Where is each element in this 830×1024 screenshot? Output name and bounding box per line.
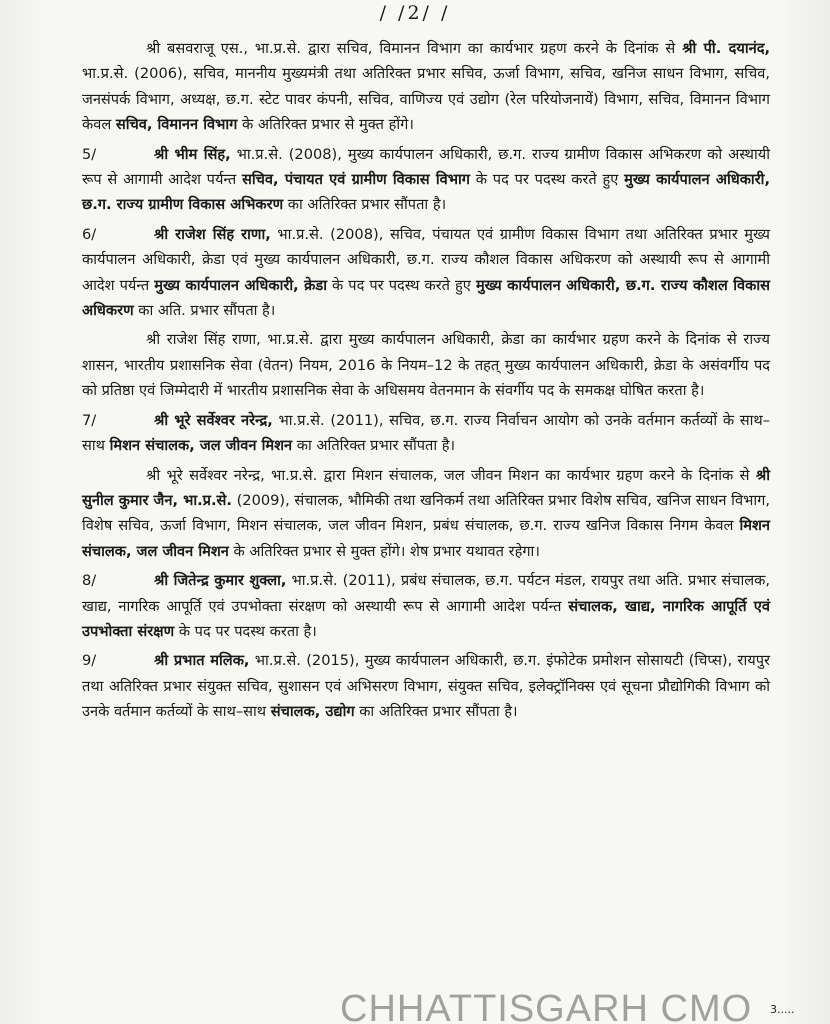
- paragraph-5-bhim-singh: [82, 142, 770, 218]
- text-segment: का अतिरिक्त प्रभार सौंपता है।: [292, 437, 456, 455]
- paragraph-9-prabhat-malik: [82, 648, 770, 724]
- text-segment: भा.प्र.से. (2006), सचिव, माननीय मुख्यमंत्री तथा अतिरिक्त प्रभार सचिव, ऊर्जा विभाग, सचिव, खनिज साधन विभाग, सचिव, जनसंपर्क विभाग, अध्यक्ष, छ.ग. स्टेट पावर कंपनी, सचिव, वाणिज्य एवं उद्योग (रेल परियोजनायें) विभाग, सचिव, विमानन विभाग केवल: [82, 65, 770, 134]
- paragraph-number: 9/: [82, 652, 97, 670]
- text-segment: भा.प्र.से. (2015), मुख्य कार्यपालन अधिकारी, छ.ग. इंफोटेक प्रमोशन सोसायटी (चिप्स), रायपुर तथा अतिरिक्त प्रभार संयुक्त सचिव, सुशासन एवं अभिसरण विभाग, संयुक्त सचिव, इलेक्ट्रॉनिक्स एवं सूचना प्रौद्योगिकी विभाग को उनके वर्तमान कर्तव्यों के साथ–साथ: [82, 652, 770, 721]
- paragraph-7-sunil-jain-relief: [82, 463, 770, 565]
- text-segment: भा.प्र.से. (2011), सचिव, छ.ग. राज्य निर्वाचन आयोग को उनके वर्तमान कर्तव्यों के साथ–साथ: [82, 411, 770, 455]
- paragraph-7-bhure-narendra: [82, 408, 770, 459]
- bold-text-segment: मिशन संचालक, जल जीवन मिशन: [109, 437, 293, 455]
- paragraph-dayanand-relief: [82, 36, 770, 138]
- paragraph-number: 6/: [82, 225, 97, 243]
- text-segment: के पद पर पदस्थ करते हुए: [470, 171, 625, 189]
- text-segment: भा.प्र.से. (2011), प्रबंध संचालक, छ.ग. पर्यटन मंडल, रायपुर तथा अति. प्रभार संचालक, खाद्य, नागरिक आपूर्ति एवं उपभोक्ता संरक्षण को अस्थायी रूप से आगामी आदेश पर्यन्त: [82, 572, 770, 615]
- next-page-marker: 3.....: [770, 1003, 795, 1016]
- text-segment: के पद पर पदस्थ करता है।: [174, 622, 317, 640]
- paragraph-6-rajesh-rana: [82, 222, 770, 324]
- page-number: / /2/ /: [379, 2, 451, 24]
- text-segment: का अति. प्रभार सौंपता है।: [133, 302, 276, 320]
- text-segment: के अतिरिक्त प्रभार से मुक्त होंगे।: [237, 116, 414, 134]
- text-segment: श्री भूरे सर्वेश्वर नरेन्द्र, भा.प्र.से. द्वारा मिशन संचालक, जल जीवन मिशन का कार्यभार ग्रहण करने के दिनांक से: [146, 466, 756, 484]
- bold-text-segment: श्री भीम सिंह,: [154, 145, 231, 163]
- bold-text-segment: श्री भूरे सर्वेश्वर नरेन्द्र,: [154, 411, 273, 429]
- paragraph-8-jitendra-shukla: [82, 568, 770, 644]
- bold-text-segment: श्री प्रभात मलिक,: [154, 652, 250, 670]
- bold-text-segment: मिशन संचालक, जल जीवन मिशन: [82, 517, 770, 560]
- text-segment: (2009), संचालक, भौमिकी तथा खनिकर्म तथा अतिरिक्त प्रभार विशेष सचिव, खनिज साधन विभाग, विशेष सचिव, ऊर्जा विभाग, मिशन संचालक, जल जीवन मिशन, प्रबंध संचालक, छ.ग. राज्य खनिज विकास निगम केवल: [82, 491, 770, 535]
- watermark-text: CHHATTISGARH CMO: [340, 988, 753, 1024]
- text-segment: श्री राजेश सिंह राणा, भा.प्र.से. द्वारा मुख्य कार्यपालन अधिकारी, क्रेडा का कार्यभार ग्रहण करने के दिनांक से राज्य शासन, भारतीय प्रशासनिक सेवा (वेतन) नियम, 2016 के नियम–12 के तहत् मुख्य कार्यपालन अधिकारी, क्रेडा के असंवर्गीय पद को प्रतिष्ठा एवं जिम्मेदारी में भारतीय प्रशासनिक सेवा के अधिसमय वेतनमान के संवर्गीय पद के समकक्ष घोषित करता है।: [82, 331, 770, 400]
- text-segment: का अतिरिक्त प्रभार सौंपता है।: [283, 196, 447, 214]
- text-segment: का अतिरिक्त प्रभार सौंपता है।: [354, 703, 518, 721]
- bold-text-segment: मुख्य कार्यपालन अधिकारी, क्रेडा: [154, 276, 327, 294]
- text-segment: श्री बसवराजू एस., भा.प्र.से. द्वारा सचिव, विमानन विभाग का कार्यभार ग्रहण करने के दिनांक से: [146, 40, 683, 57]
- paragraph-6-creda-equivalence: [82, 327, 770, 403]
- bold-text-segment: संचालक, उद्योग: [270, 703, 355, 721]
- bold-text-segment: सचिव, पंचायत एवं ग्रामीण विकास विभाग: [242, 171, 471, 189]
- text-segment: भा.प्र.से. (2008), मुख्य कार्यपालन अधिकारी, छ.ग. राज्य ग्रामीण विकास अभिकरण को अस्थायी रूप से आगामी आदेश पर्यन्त: [82, 145, 771, 189]
- bold-text-segment: श्री पी. दयानंद,: [682, 40, 770, 57]
- bold-text-segment: मुख्य कार्यपालन अधिकारी, छ.ग. राज्य कौशल विकास अधिकरण: [82, 276, 770, 320]
- bold-text-segment: श्री जितेन्द्र कुमार शुक्ला,: [154, 572, 287, 590]
- document-body: [82, 36, 770, 729]
- bold-text-segment: संचालक, खाद्य, नागरिक आपूर्ति एवं उपभोक्ता संरक्षण: [82, 597, 770, 640]
- text-segment: भा.प्र.से. (2008), सचिव, पंचायत एवं ग्रामीण विकास विभाग तथा अतिरिक्त प्रभार मुख्य कार्यपालन अधिकारी, क्रेडा एवं मुख्य कार्यपालन अधिकारी, छ.ग. राज्य कौशल विकास अधिकरण को अस्थायी रूप से आगामी आदेश पर्यन्त: [82, 225, 771, 294]
- paragraph-number: 7/: [82, 411, 97, 429]
- text-segment: के पद पर पदस्थ करते हुए: [326, 276, 476, 294]
- bold-text-segment: मुख्य कार्यपालन अधिकारी, छ.ग. राज्य ग्रामीण विकास अभिकरण: [82, 171, 770, 214]
- bold-text-segment: श्री सुनील कुमार जैन, भा.प्र.से.: [82, 466, 770, 509]
- text-segment: के अतिरिक्त प्रभार से मुक्त होंगे। शेष प्रभार यथावत रहेगा।: [228, 542, 540, 560]
- paragraph-number: 5/: [82, 145, 97, 163]
- bold-text-segment: श्री राजेश सिंह राणा,: [154, 225, 271, 243]
- paragraph-number: 8/: [82, 572, 97, 590]
- bold-text-segment: सचिव, विमानन विभाग: [115, 116, 238, 134]
